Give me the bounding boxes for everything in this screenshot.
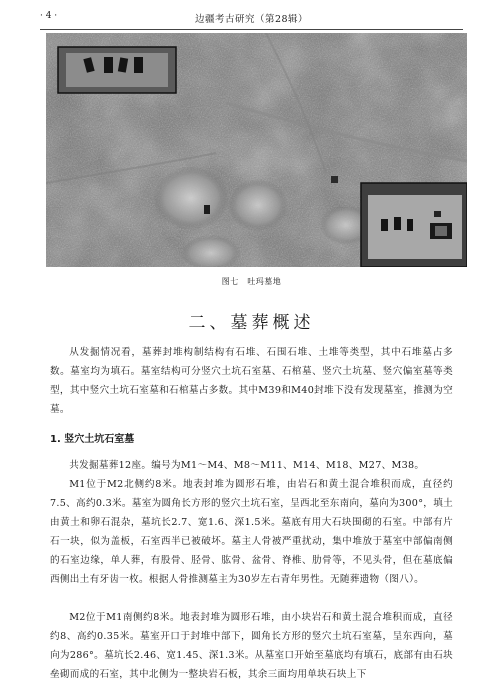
aerial-photo	[46, 33, 467, 267]
subheading: 1. 竖穴土坑石室墓	[50, 434, 135, 445]
paragraph-m2: M2位于M1南侧约8米。地表封堆为圆形石堆，由小块岩石和黄土混合堆积而成，直径约8、高约0.35米。墓室开口于封堆中部下，圆角长方形的竖穴土坑石室墓，呈东西向，墓向为286°。墓坑长2.46、宽1.45、深1.3米。从墓室口开始至墓底均有填石，底部有由石块垒砌而成的石室，其中北侧为一整块岩石板，其余三面均用单块石块上下	[50, 612, 453, 680]
paragraph-overview: 从发掘情况看，墓葬封堆构制结构有石堆、石围石堆、土堆等类型，其中石堆墓占多数。墓室均为填石。墓室结构可分竖穴土坑石室墓、石棺墓、竖穴土坑墓、竖穴偏室墓等类型，其中竖穴土坑石室墓和石棺墓占多数。其中M39和M40封堆下没有发现墓室，推测为空墓。	[50, 347, 453, 415]
section-title: 二、墓葬概述	[188, 313, 315, 333]
header-rule	[40, 29, 463, 30]
running-title: 边疆考古研究（第28辑）	[194, 14, 309, 25]
page-number: · 4 ·	[40, 11, 58, 21]
paragraph-m1: M1位于M2北侧约8米。地表封堆为圆形石堆，由岩石和黄土混合堆积而成，直径约7.5、高约0.3米。墓室为圆角长方形的竖穴土坑石室，呈西北至东南向，墓向为300°，填土由黄土和卵石混杂，墓坑长2.7、宽1.6、深1.5米。墓底有用大石块围砌的石室。中部有片石一块，似为盖板，石室西半已被破坏。墓主人骨被严重扰动，集中堆放于墓室中部偏南侧的石室边缘，单人葬，有股骨、胫骨、肱骨、盆骨、脊椎、肋骨等，不见头骨，但在墓底偏西侧出土有牙齿一枚。根据人骨推测墓主为30岁左右青年男性。无随葬遗物（图八）。	[50, 479, 453, 585]
excavation-inset-bottom-right	[361, 183, 467, 267]
excavation-inset-top-left	[58, 47, 176, 93]
figure-caption: 图七 吐玛墓地	[221, 277, 282, 286]
page-header	[40, 11, 463, 27]
paragraph-count: 共发掘墓葬12座。编号为M1～M4、M8～M11、M14、M18、M27、M38。	[69, 460, 425, 471]
